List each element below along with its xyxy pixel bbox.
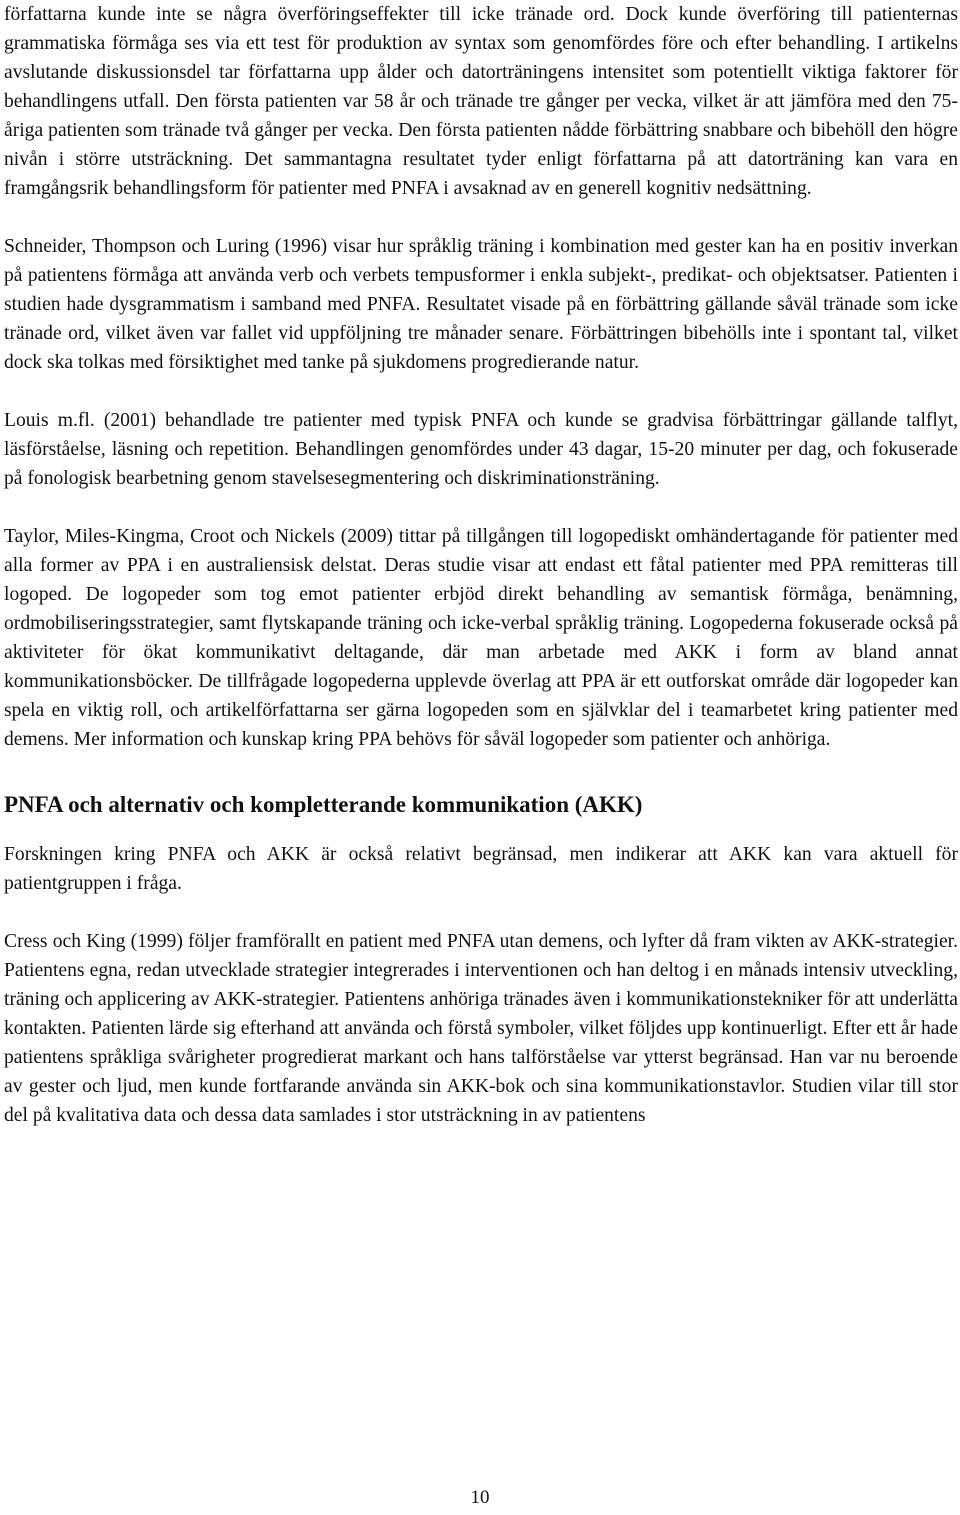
- document-page: [4, 0, 958, 1515]
- page-number: 10: [470, 1487, 490, 1508]
- paragraph-computer-training: författarna kunde inte se några överföringseffekter till icke tränade ord. Dock kunde överföring till patienternas grammatiska förmåga ses via ett test för produktion av syntax som genomfördes före och efter behandling. I artikelns avslutande diskussionsdel tar författarna upp ålder och datorträningens intensitet som potentiellt viktiga faktorer för behandlingens utfall. Den första patienten var 58 år och tränade tre gånger per vecka, vilket är att jämföra med den 75-åriga patienten som tränade två gånger per vecka. Den första patienten nådde förbättring snabbare och bibehöll den högre nivån i större utsträckning. Det sammantagna resultatet tyder enligt författarna på att datorträning kan vara en framgångsrik behandlingsform för patienter med PNFA i avsaknad av en generell kognitiv nedsättning.: [4, 4, 958, 199]
- paragraph-akk-intro: Forskningen kring PNFA och AKK är också relativt begränsad, men indikerar att AKK kan vara aktuell för patientgruppen i fråga.: [4, 844, 958, 894]
- paragraph-schneider-1996: Schneider, Thompson och Luring (1996) visar hur språklig träning i kombination med gester kan ha en positiv inverkan på patientens förmåga att använda verb och verbets tempusformer i enkla subjekt-, predikat- och objektsatser. Patienten i studien hade dysgrammatism i samband med PNFA. Resultatet visade på en förbättring gällande såväl tränade som icke tränade ord, vilket även var fallet vid uppföljning tre månader senare. Förbättringen bibehölls inte i spontant tal, vilket dock ska tolkas med försiktighet med tanke på sjukdomens progredierande natur.: [4, 236, 958, 373]
- section-heading-pnfa-akk: PNFA och alternativ och kompletterande kommunikation (AKK): [4, 792, 643, 817]
- paragraph-louis-2001: Louis m.fl. (2001) behandlade tre patienter med typisk PNFA och kunde se gradvisa förbättringar gällande talflyt, läsförståelse, läsning och repetition. Behandlingen genomfördes under 43 dagar, 15-20 minuter per dag, och fokuserade på fonologisk bearbetning genom stavelsesegmentering och diskriminationsträning.: [4, 410, 958, 489]
- paragraph-taylor-2009: Taylor, Miles-Kingma, Croot och Nickels (2009) tittar på tillgången till logopediskt omhändertagande för patienter med alla former av PPA i en australiensisk delstat. Deras studie visar att endast ett fåtal patienter med PPA remitteras till logoped. De logopeder som tog emot patienter erbjöd direkt behandling av semantisk förmåga, benämning, ordmobiliseringsstrategier, samt flytskapande träning och icke-verbal språklig träning. Logopederna fokuserade också på aktiviteter för ökat kommunikativt deltagande, där man arbetade med AKK i form av bland annat kommunikationsböcker. De tillfrågade logopederna upplevde överlag att PPA är ett outforskat område där logopeder kan spela en viktig roll, och artikelförfattarna ser gärna logopeden som en självklar del i teamarbetet kring patienter med demens. Mer information och kunskap kring PPA behövs för såväl logopeder som patienter och anhöriga.: [4, 526, 958, 750]
- paragraph-cress-king-1999: Cress och King (1999) följer framförallt en patient med PNFA utan demens, och lyfter då fram vikten av AKK-strategier. Patientens egna, redan utvecklade strategier integrerades i interventionen och han deltog i en månads intensiv utveckling, träning och applicering av AKK-strategier. Patientens anhöriga tränades även i kommunikationstekniker för att underlätta kontakten. Patienten lärde sig efterhand att använda och förstå symboler, vilket följdes upp kontinuerligt. Efter ett år hade patientens språkliga svårigheter progredierat markant och hans talförståelse var ytterst begränsad. Han var nu beroende av gester och ljud, men kunde fortfarande använda sin AKK-bok och sina kommunikationstavlor. Studien vilar till stor del på kvalitativa data och dessa data samlades i stor utsträckning in av patientens: [4, 931, 958, 1126]
